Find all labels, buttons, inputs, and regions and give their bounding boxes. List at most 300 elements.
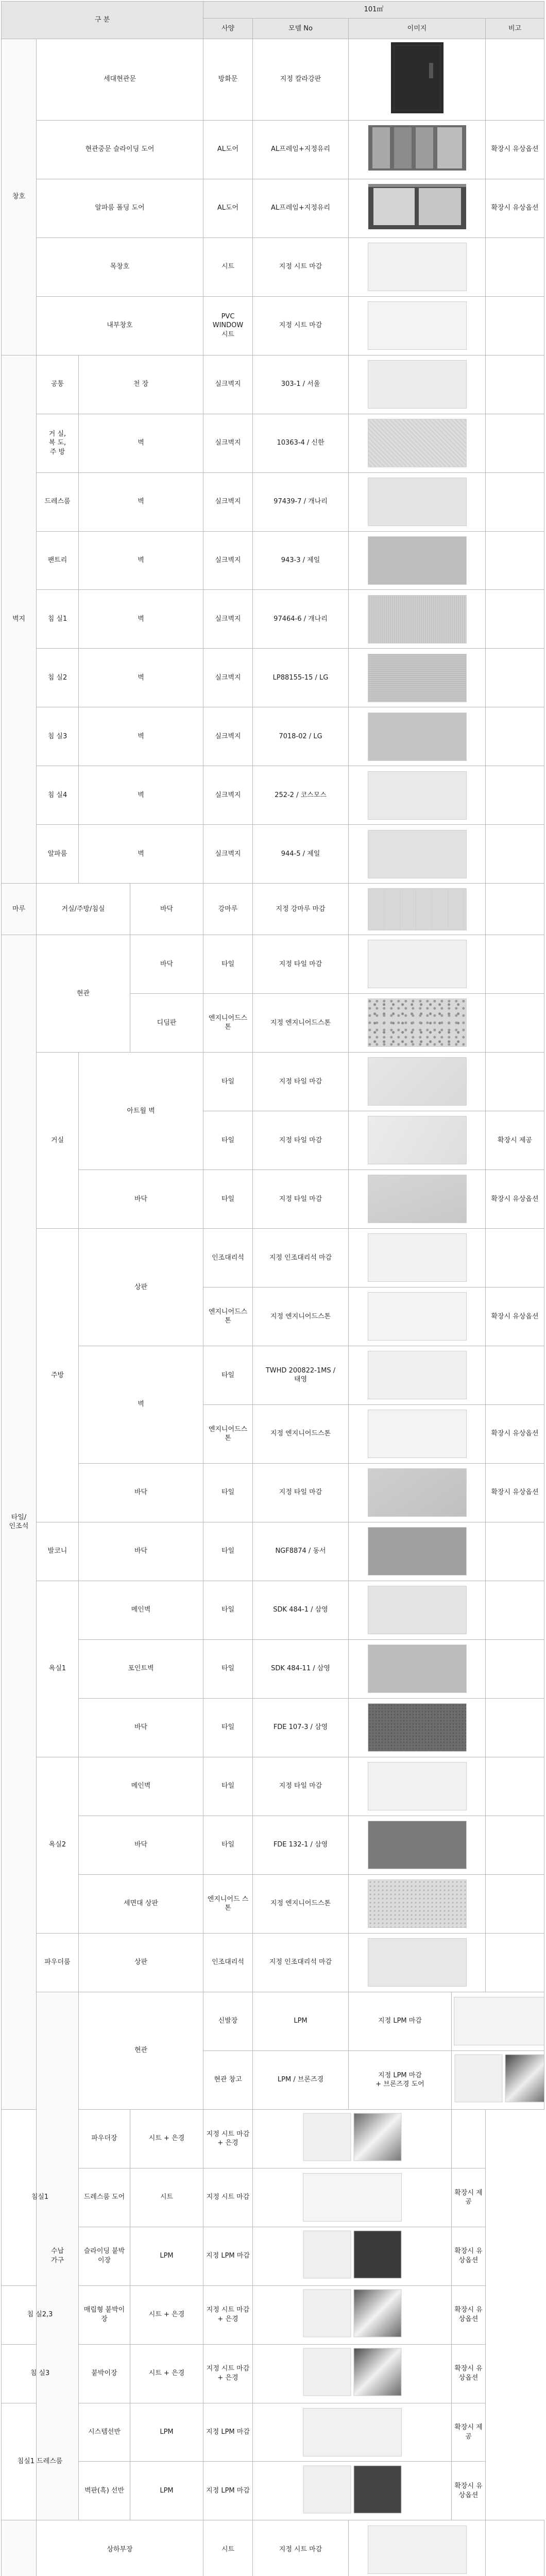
row-part: 디딤판: [130, 993, 203, 1052]
row-model: 지정 인조대리석 마감: [253, 1933, 349, 1992]
row-remark: [486, 296, 544, 355]
row-model: 지정 시트 마감 + 은경: [203, 2109, 253, 2168]
table-row: [2, 2109, 544, 2168]
row-part: 바닥: [79, 1816, 203, 1874]
row-model: 7018-02 / LG: [253, 707, 349, 766]
row-room: 침 실2: [37, 649, 79, 707]
row-remark: [486, 355, 544, 414]
row-room: 파우더룸: [37, 1933, 79, 1992]
table-row: [2, 2344, 544, 2403]
material-image: [349, 1287, 486, 1346]
row-part: 바닥: [79, 1170, 203, 1228]
material-image: [349, 590, 486, 649]
material-image: [253, 2285, 452, 2344]
material-image: [349, 766, 486, 825]
table-row: [2, 2462, 544, 2520]
row-part: 매립형 붙박이장: [79, 2285, 130, 2344]
table-row: [2, 2403, 544, 2462]
row-remark: [486, 1698, 544, 1757]
material-image: [349, 1052, 486, 1111]
row-spec: 타일: [203, 1052, 253, 1111]
row-spec: 방화문: [203, 39, 253, 120]
row-part: 바닥: [130, 884, 203, 935]
row-model: 지정 엔지니어드스톤: [253, 1874, 349, 1933]
material-image: [349, 1933, 486, 1992]
table-row: [2, 1639, 544, 1698]
row-spec: LPM: [130, 2462, 203, 2520]
row-remark: 확장시 제공: [452, 2168, 486, 2227]
row-part: 상판: [79, 1933, 203, 1992]
swatch-image: [368, 888, 467, 930]
row-remark: [486, 1052, 544, 1111]
row-model: FDE 107-3 / 삼영: [253, 1698, 349, 1757]
material-image: [349, 707, 486, 766]
row-model: 지정 타일 마감: [253, 1170, 349, 1228]
row-part: 바닥: [130, 935, 203, 993]
table-row: [2, 884, 544, 935]
row-part: 신발장: [203, 1992, 253, 2050]
swatch-image: [368, 830, 467, 878]
row-part: 현관 창고: [203, 2050, 253, 2109]
swatch-image: [368, 654, 467, 702]
row-name: 알파룸 폴딩 도어: [37, 179, 203, 238]
row-spec: 타일: [203, 935, 253, 993]
swatch-image: [368, 1351, 467, 1399]
row-part: 붙박이장: [79, 2344, 130, 2403]
row-remark: [486, 649, 544, 707]
swatch-image: [368, 1645, 467, 1693]
material-image: [349, 238, 486, 296]
row-spec: 타일: [203, 1816, 253, 1874]
row-remark: 확장시 유상옵션: [486, 179, 544, 238]
row-name: 목창호: [37, 238, 203, 296]
row-model: 97439-7 / 개나리: [253, 472, 349, 531]
row-room: 침실1: [2, 2109, 79, 2285]
row-model: 지정 타일 마감: [253, 1757, 349, 1816]
row-remark: [486, 993, 544, 1052]
swatch-image: [368, 1116, 467, 1164]
material-image: [349, 39, 486, 120]
swatch-image: [368, 1586, 467, 1634]
row-room: 발코니: [37, 1522, 79, 1581]
table-row: [2, 1992, 544, 2050]
row-model: 지정 LPM 마감: [349, 1992, 452, 2050]
row-spec: 시트: [130, 2168, 203, 2227]
row-part: 시스템선반: [79, 2403, 130, 2462]
row-part: 벽: [79, 531, 203, 590]
swatch-image: [368, 595, 467, 643]
table-row: [2, 1933, 544, 1992]
row-model: 지정 시트 마감: [253, 238, 349, 296]
row-remark: 확장시 제공: [452, 2403, 486, 2462]
row-model: 10363-4 / 신한: [253, 414, 349, 472]
material-image: [349, 1522, 486, 1581]
row-part: 벽: [79, 414, 203, 472]
row-part: 벽: [79, 707, 203, 766]
row-spec: 실크벽지: [203, 355, 253, 414]
table-row: [2, 825, 544, 884]
table-row: [2, 766, 544, 825]
swatch-image: [454, 1997, 544, 2045]
material-image: [349, 414, 486, 472]
table-row: [2, 1522, 544, 1581]
row-spec: 실크벽지: [203, 531, 253, 590]
table-row: [2, 1170, 544, 1228]
row-room: 현관: [79, 1992, 203, 2109]
material-image: [349, 1757, 486, 1816]
row-spec: 타일: [203, 1346, 253, 1404]
row-spec: 실크벽지: [203, 649, 253, 707]
row-spec: AL도어: [203, 179, 253, 238]
row-remark: 확장시 유상옵션: [452, 2344, 486, 2403]
row-remark: [486, 1874, 544, 1933]
row-model: 303-1 / 서울: [253, 355, 349, 414]
section-door-title: 창호: [2, 39, 37, 355]
row-spec: PVC WINDOW 시트: [203, 296, 253, 355]
row-model: 지정 시트 마감 + 은경: [203, 2285, 253, 2344]
row-part: 아트월 벽: [79, 1052, 203, 1170]
row-spec: 강마루: [203, 884, 253, 935]
row-spec: LPM: [130, 2403, 203, 2462]
row-part: 바닥: [79, 1698, 203, 1757]
material-image: [253, 2403, 452, 2462]
row-part: 메인벽: [79, 1581, 203, 1639]
row-model: 지정 엔지니어드스톤: [253, 993, 349, 1052]
row-remark: [486, 1228, 544, 1287]
section-storage-title: 수납 가구: [37, 1992, 79, 2520]
swatch-image: [368, 1821, 467, 1869]
table-row: [2, 2168, 544, 2227]
row-remark: 확장시 유상옵션: [452, 2462, 486, 2520]
swatch-image: [303, 2408, 402, 2456]
swatch-image: [368, 360, 467, 409]
row-spec: 시트 + 은경: [130, 2285, 203, 2344]
table-row: [2, 414, 544, 472]
row-spec: 타일: [203, 1170, 253, 1228]
row-remark: 확장시 유상옵션: [452, 2285, 486, 2344]
material-image: [452, 2050, 544, 2109]
row-remark: [486, 590, 544, 649]
row-part: 벽판(흑) 선반: [79, 2462, 130, 2520]
swatch-image: [368, 2526, 467, 2574]
table-row: [2, 472, 544, 531]
row-room: 침 실1: [37, 590, 79, 649]
unit-type-header: 101㎡: [203, 2, 544, 19]
material-image: [349, 531, 486, 590]
row-spec: 인조대리석: [203, 1933, 253, 1992]
row-room: 드레스룸: [37, 472, 79, 531]
row-spec: AL도어: [203, 120, 253, 179]
table-row: [2, 935, 544, 993]
folding-door-image: [367, 181, 467, 232]
row-model: FDE 132-1 / 삼영: [253, 1816, 349, 1874]
row-model: LP88155-15 / LG: [253, 649, 349, 707]
row-spec: 타일: [203, 1463, 253, 1522]
row-part: 벽: [79, 1346, 203, 1463]
row-spec: 타일: [203, 1111, 253, 1170]
material-image: [253, 2168, 452, 2227]
row-room: 침실1 드레스룸: [2, 2403, 79, 2520]
table-row: [2, 2285, 544, 2344]
row-remark: 확장시 유상옵션: [486, 1404, 544, 1463]
material-image: [349, 935, 486, 993]
door-image: [367, 40, 467, 115]
sliding-wardrobe-image: [302, 2230, 402, 2279]
row-spec: 엔지니어드스톤: [203, 993, 253, 1052]
row-room: 현관: [37, 935, 130, 1052]
row-spec: LPM / 브론즈경: [253, 2050, 349, 2109]
table-row: [2, 120, 544, 179]
row-model: 지정 강마루 마감: [253, 884, 349, 935]
swatch-image: [368, 243, 467, 291]
section-tile-title: 타일/ 인조석: [2, 935, 37, 2109]
row-name: 현관중문 슬라이딩 도어: [37, 120, 203, 179]
table-row: [2, 1698, 544, 1757]
material-image: [349, 1816, 486, 1874]
row-room: 침 실4: [37, 766, 79, 825]
row-name: 내부창호: [37, 296, 203, 355]
swatch-image: [368, 1410, 467, 1458]
row-remark: [486, 472, 544, 531]
swatch-image: [368, 940, 467, 988]
table-row: [2, 238, 544, 296]
row-model: 지정 인조대리석 마감: [253, 1228, 349, 1287]
row-model: 지정 타일 마감: [253, 1052, 349, 1111]
row-remark: [486, 2520, 544, 2576]
row-part: 세면대 상판: [79, 1874, 203, 1933]
table-row: [2, 590, 544, 649]
material-image: [349, 825, 486, 884]
row-spec: 엔지니어드스톤: [203, 1404, 253, 1463]
row-model: 지정 시트 마감: [253, 2520, 349, 2576]
row-part: 상하부장: [37, 2520, 203, 2576]
row-spec: 타일: [203, 1522, 253, 1581]
row-remark: [486, 1581, 544, 1639]
material-image: [349, 1228, 486, 1287]
material-image: [253, 2227, 452, 2285]
row-model: 지정 칼라강판: [253, 39, 349, 120]
row-model: 지정 LPM 마감: [203, 2227, 253, 2285]
model-header: 모델 No: [253, 19, 349, 39]
table-row: [2, 2520, 544, 2576]
row-remark: [486, 1933, 544, 1992]
finish-spec-table: [1, 1, 544, 2576]
sliding-door-image: [367, 122, 467, 174]
row-remark: [486, 766, 544, 825]
row-remark: [486, 238, 544, 296]
row-remark: [486, 1522, 544, 1581]
material-image: [349, 1170, 486, 1228]
row-spec: 엔지니어드스톤: [203, 1287, 253, 1346]
row-remark: [486, 1757, 544, 1816]
table-row: [2, 1581, 544, 1639]
row-spec: LPM: [130, 2227, 203, 2285]
table-row: [2, 1816, 544, 1874]
row-spec: 실크벽지: [203, 707, 253, 766]
row-room: 공통: [37, 355, 79, 414]
swatch-image: [368, 1175, 467, 1223]
row-part: 바닥: [79, 1463, 203, 1522]
row-spec: 시트 + 은경: [130, 2344, 203, 2403]
row-model: 지정 타일 마감: [253, 1463, 349, 1522]
row-spec: 타일: [203, 1639, 253, 1698]
row-remark: [486, 884, 544, 935]
row-model: 지정 타일 마감: [253, 935, 349, 993]
material-image: [349, 355, 486, 414]
row-remark: [486, 707, 544, 766]
row-model: 지정 시트 마감: [253, 296, 349, 355]
row-room: 거실: [37, 1052, 79, 1228]
row-part: 메인벽: [79, 1757, 203, 1816]
row-model: NGF8874 / 동서: [253, 1522, 349, 1581]
row-part: 천 장: [79, 355, 203, 414]
row-spec: 실크벽지: [203, 414, 253, 472]
row-remark: [452, 2109, 486, 2168]
material-image: [349, 1639, 486, 1698]
row-spec: 타일: [203, 1581, 253, 1639]
row-spec: LPM: [253, 1992, 349, 2050]
table-row: [2, 649, 544, 707]
table-row: [2, 355, 544, 414]
row-spec: 실크벽지: [203, 825, 253, 884]
material-image: [349, 649, 486, 707]
row-spec: 실크벽지: [203, 766, 253, 825]
row-remark: 확장시 유상옵션: [486, 1170, 544, 1228]
row-part: 벽: [79, 825, 203, 884]
table-row: [2, 179, 544, 238]
table-row: [2, 1463, 544, 1522]
material-image: [349, 1698, 486, 1757]
row-part: 드레스룸 도어: [79, 2168, 130, 2227]
swatch-image: [368, 1057, 467, 1106]
material-image: [253, 2344, 452, 2403]
row-room: 거실/주방/침실: [37, 884, 130, 935]
row-room: 침 실2,3: [2, 2285, 79, 2344]
row-room: 욕실2: [37, 1757, 79, 1933]
table-row: [2, 296, 544, 355]
table-row: [2, 1874, 544, 1933]
row-model: 지정 시트 마감: [203, 2168, 253, 2227]
row-remark: [486, 414, 544, 472]
table-row: [2, 1052, 544, 1111]
header-row-1: [2, 2, 544, 19]
row-room: 거 실, 복 도, 주 방: [37, 414, 79, 472]
row-spec: 시트 + 은경: [130, 2109, 203, 2168]
swatch-image: [368, 1938, 467, 1987]
row-part: 상판: [79, 1228, 203, 1346]
row-room: 욕실1: [37, 1581, 79, 1757]
row-part: 벽: [79, 590, 203, 649]
row-spec: 타일: [203, 1698, 253, 1757]
material-image: [349, 884, 486, 935]
material-image: [349, 1463, 486, 1522]
material-image: [349, 296, 486, 355]
row-room: 팬트리: [37, 531, 79, 590]
remark-header: 비고: [486, 19, 544, 39]
row-remark: [486, 1639, 544, 1698]
category-header: 구 분: [2, 2, 203, 39]
spec-header: 사양: [203, 19, 253, 39]
row-remark: 확장시 유상옵션: [452, 2227, 486, 2285]
swatch-image: [368, 1527, 467, 1575]
row-part: 벽: [79, 766, 203, 825]
row-model: AL프레임+지정유리: [253, 179, 349, 238]
table-row: [2, 1757, 544, 1816]
table-row: [2, 707, 544, 766]
swatch-image: [368, 1762, 467, 1810]
row-spec: 엔지니어드 스톤: [203, 1874, 253, 1933]
row-spec: 시트: [203, 238, 253, 296]
mirror-door-image: [302, 2289, 402, 2338]
swatch-image: [368, 998, 467, 1047]
swatch-image: [368, 536, 467, 585]
row-spec: 인조대리석: [203, 1228, 253, 1287]
row-remark: [486, 825, 544, 884]
table-row: [2, 39, 544, 120]
swatch-image: [303, 2173, 402, 2222]
material-image: [349, 1404, 486, 1463]
material-image: [349, 1874, 486, 1933]
row-model: 252-2 / 코스모스: [253, 766, 349, 825]
table-row: [2, 1346, 544, 1404]
material-image: [349, 993, 486, 1052]
row-part: 벽: [79, 649, 203, 707]
table-row: [2, 1228, 544, 1287]
row-model: TWHD 200822-1MS / 태영: [253, 1346, 349, 1404]
row-room: 침 실3: [37, 707, 79, 766]
row-remark: [486, 935, 544, 993]
mirror-door-image: [454, 2054, 544, 2103]
row-model: 지정 엔지니어드스톤: [253, 1287, 349, 1346]
row-remark: [486, 1346, 544, 1404]
row-remark: [486, 39, 544, 120]
swatch-image: [368, 771, 467, 820]
material-image: [349, 2520, 486, 2576]
row-model: 97464-6 / 개나리: [253, 590, 349, 649]
row-spec: 실크벽지: [203, 590, 253, 649]
section-wall-title: 벽지: [2, 355, 37, 884]
swatch-image: [368, 1468, 467, 1517]
row-spec: 타일: [203, 1757, 253, 1816]
row-part: 포인트벽: [79, 1639, 203, 1698]
swatch-image: [368, 713, 467, 761]
swatch-image: [368, 1292, 467, 1341]
row-model: SDK 484-1 / 삼영: [253, 1581, 349, 1639]
row-model: AL프레임+지정유리: [253, 120, 349, 179]
row-remark: 확장시 유상옵션: [486, 1287, 544, 1346]
row-model: 944-5 / 제일: [253, 825, 349, 884]
material-image: [349, 1346, 486, 1404]
row-part: 슬라이딩 붙박이장: [79, 2227, 130, 2285]
row-remark: [486, 1816, 544, 1874]
section-kitchen-furniture-title: [2, 2520, 37, 2576]
section-floor-title: 마루: [2, 884, 37, 935]
swatch-image: [368, 478, 467, 526]
row-room: 침 실3: [2, 2344, 79, 2403]
row-spec: 실크벽지: [203, 472, 253, 531]
swatch-image: [368, 419, 467, 467]
row-remark: [486, 531, 544, 590]
row-spec: 시트: [203, 2520, 253, 2576]
material-image: [349, 1111, 486, 1170]
row-part: 파우더장: [79, 2109, 130, 2168]
material-image: [349, 472, 486, 531]
row-model: 지정 LPM 마감: [203, 2462, 253, 2520]
row-name: 세대현관문: [37, 39, 203, 120]
row-remark: 확장시 유상옵션: [486, 120, 544, 179]
material-image: [349, 179, 486, 238]
image-header: 이미지: [349, 19, 486, 39]
